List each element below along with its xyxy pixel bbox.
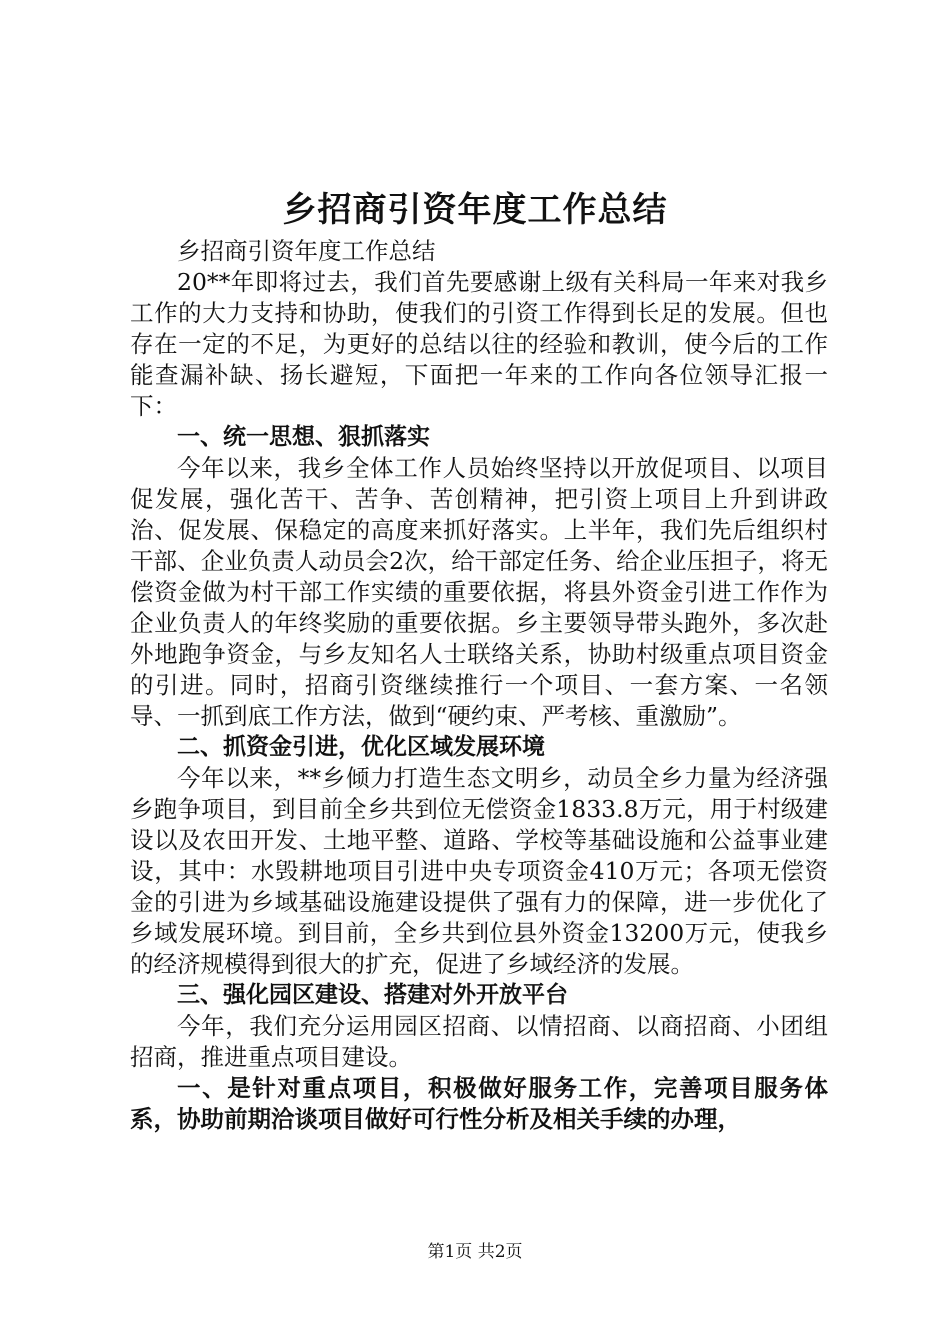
subtitle-paragraph: 乡招商引资年度工作总结 bbox=[177, 237, 436, 265]
section-2-paragraph: 今年以来，**乡倾力打造生态文明乡，动员全乡力量为经济强乡跑争项目，到目前全乡共到位无偿资金1833.8万元，用于村级建设以及农田开发、土地平整、道路、学校等基础设施和公益事业建设，其中：水毁耕地项目引进中央专项资金410万元；各项无偿资金的引进为乡域基础设施建设提供了强有力的保障，进一步优化了乡域发展环境。到目前，全乡共到位县外资金13200万元，使我乡的经济规模得到很大的扩充，促进了乡域经济的发展。 bbox=[130, 764, 828, 978]
section-heading-3: 三、强化园区建设、搭建对外开放平台 bbox=[177, 982, 568, 1008]
intro-paragraph: 20**年即将过去，我们首先要感谢上级有关科局一年来对我乡工作的大力支持和协助，使我们的引资工作得到长足的发展。但也存在一定的不足，为更好的总结以往的经验和教训，使今后的工作能查漏补缺、扬长避短，下面把一年来的工作向各位领导汇报一下： bbox=[130, 268, 828, 420]
section-heading-2: 二、抓资金引进，优化区域发展环境 bbox=[177, 734, 545, 760]
document-body bbox=[130, 236, 828, 1135]
section-3-paragraph: 今年，我们充分运用园区招商、以情招商、以商招商、小团组招商，推进重点项目建设。 bbox=[130, 1012, 828, 1071]
section-3-bold-paragraph: 一、是针对重点项目，积极做好服务工作，完善项目服务体系，协助前期洽谈项目做好可行性分析及相关手续的办理， bbox=[130, 1074, 828, 1133]
document-title: 乡招商引资年度工作总结 bbox=[282, 190, 668, 230]
page-footer: 第1页 共2页 bbox=[427, 1242, 523, 1262]
section-heading-1: 一、统一思想、狠抓落实 bbox=[177, 424, 430, 450]
section-1-paragraph: 今年以来，我乡全体工作人员始终坚持以开放促项目、以项目促发展，强化苦干、苦争、苦创精神，把引资上项目上升到讲政治、促发展、保稳定的高度来抓好落实。上半年，我们先后组织村干部、企业负责人动员会2次，给干部定任务、给企业压担子，将无偿资金做为村干部工作实绩的重要依据，将县外资金引进工作作为企业负责人的年终奖励的重要依据。乡主要领导带头跑外，多次赴外地跑争资金，与乡友知名人士联络关系，协助村级重点项目资金的引进。同时，招商引资继续推行一个项目、一套方案、一名领导、一抓到底工作方法，做到“硬约束、严考核、重激励”。 bbox=[130, 454, 828, 730]
